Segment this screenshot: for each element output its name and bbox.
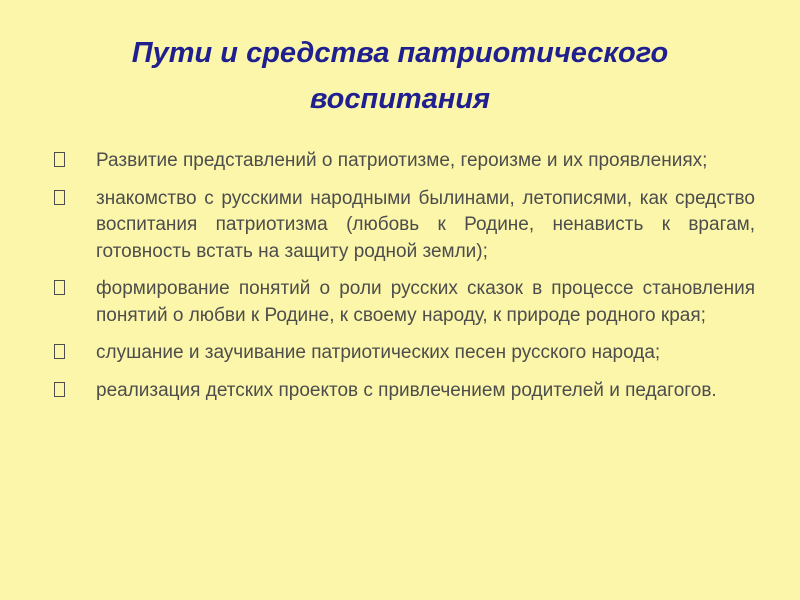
list-item-text: формирование понятий о роли русских сказок в процессе становления понятий о любви к Родине, к своему народу, к природе родного края; bbox=[96, 278, 755, 326]
square-bullet-icon bbox=[54, 280, 65, 295]
square-bullet-icon bbox=[54, 344, 65, 359]
list-item bbox=[52, 186, 755, 266]
square-bullet-icon bbox=[54, 190, 65, 205]
list-item bbox=[52, 276, 755, 329]
list-item-text: слушание и заучивание патриотических песен русского народа; bbox=[96, 342, 661, 363]
title-line-1: Пути и средства патриотического bbox=[131, 37, 669, 69]
list-item-text: знакомство с русскими народными былинами, летописями, как средство воспитания патриотизма (любовь к Родине, ненависть к врагам, готовность встать на защиту родной земли); bbox=[96, 187, 755, 262]
slide-title bbox=[40, 30, 760, 122]
list-item bbox=[52, 340, 755, 367]
list-item-text: реализация детских проектов с привлечением родителей и педагогов. bbox=[96, 379, 717, 401]
title-line-2: воспитания bbox=[309, 83, 491, 115]
list-item bbox=[52, 148, 755, 175]
list-item-text: Развитие представлений о патриотизме, героизме и их проявлениях; bbox=[96, 150, 708, 171]
square-bullet-icon bbox=[54, 382, 65, 397]
bullet-list bbox=[52, 148, 755, 415]
square-bullet-icon bbox=[54, 152, 65, 167]
list-item bbox=[52, 378, 755, 405]
